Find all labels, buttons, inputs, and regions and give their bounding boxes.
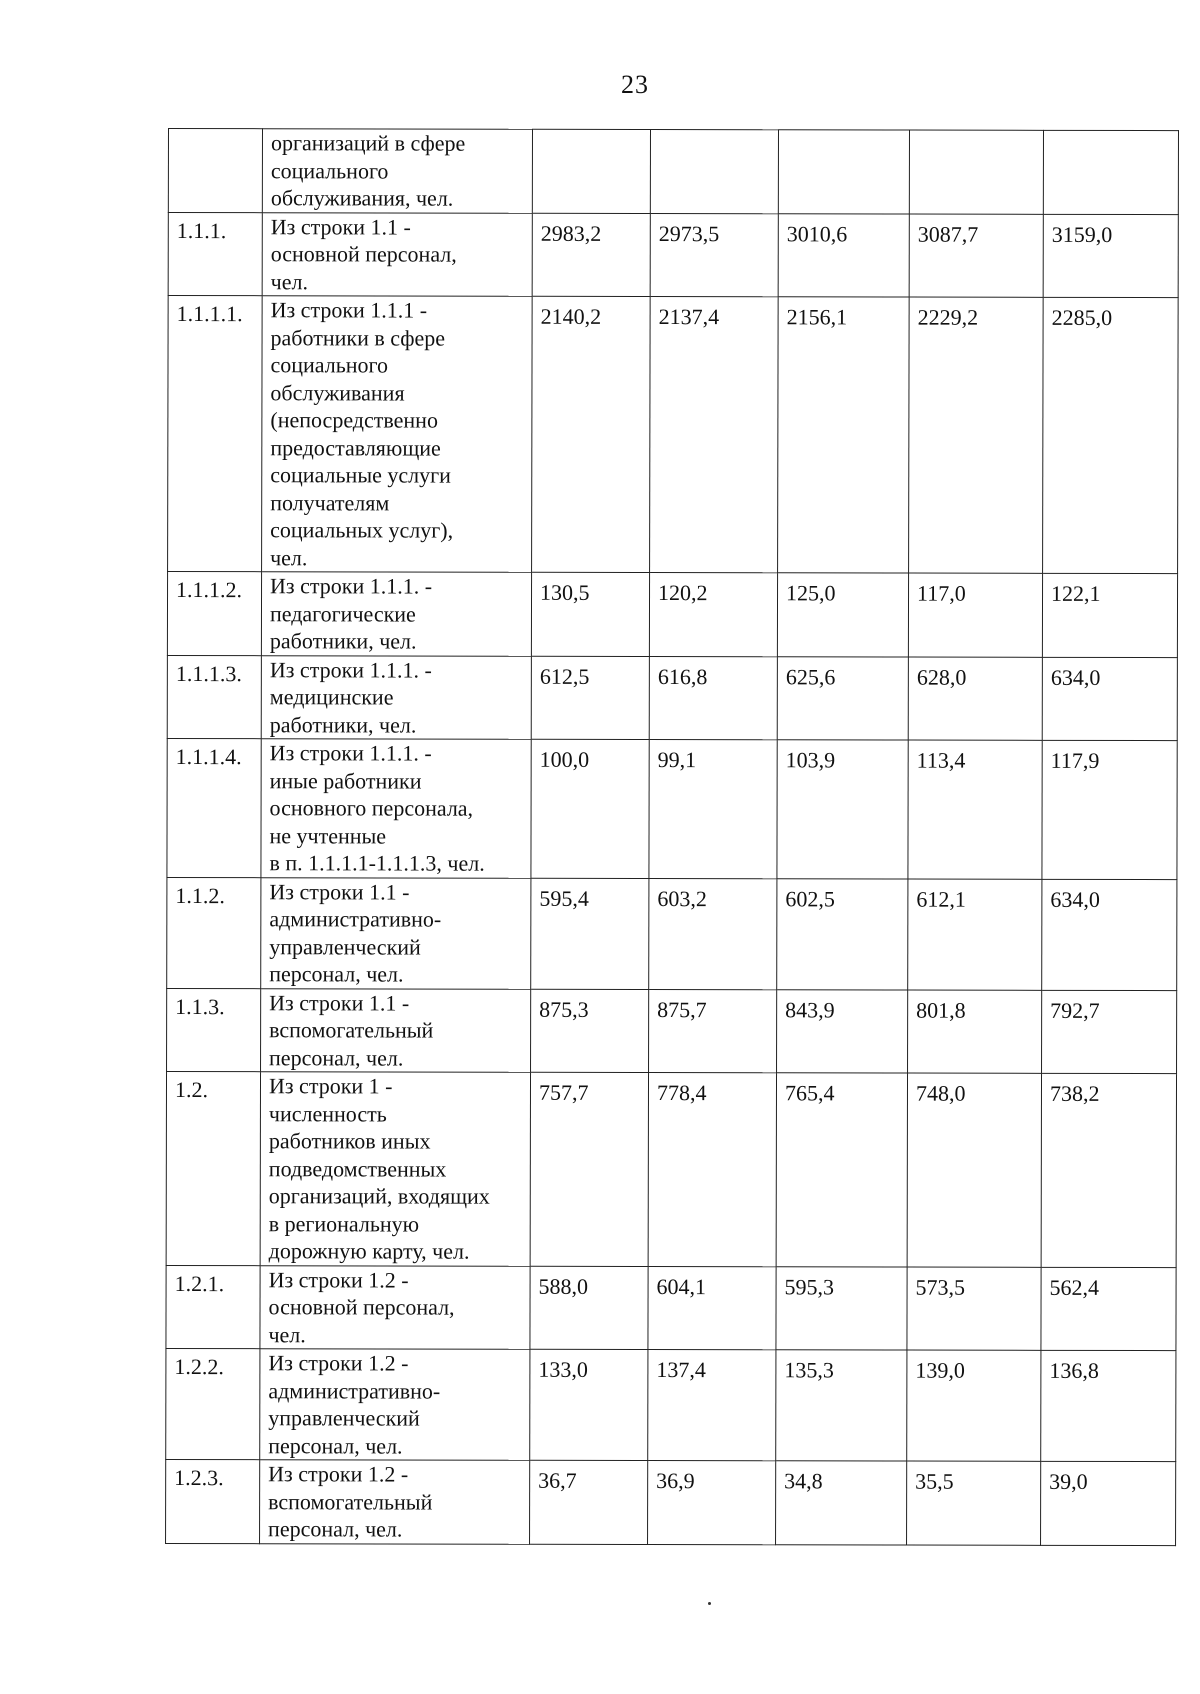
row-code-cell: 1.1.1.4. [167, 738, 261, 877]
value-cell-1: 595,4 [531, 878, 649, 989]
value-cell-2: 36,9 [648, 1461, 776, 1545]
value-cell-3: 765,4 [776, 1073, 907, 1267]
table-row [167, 572, 1177, 658]
row-code-cell: 1.2. [166, 1071, 260, 1265]
value-cell-2: 99,1 [649, 740, 777, 879]
value-cell-4: 3087,7 [909, 214, 1043, 298]
row-code-cell: 1.2.1. [166, 1265, 260, 1349]
page-number: 23 [621, 70, 649, 99]
table-row [168, 296, 1179, 574]
value-cell-4: 113,4 [908, 740, 1042, 879]
table-row [166, 1265, 1176, 1351]
value-cell-1: 133,0 [530, 1349, 648, 1460]
row-code-cell: 1.1.1.2. [167, 572, 261, 656]
row-description-cell: организаций в сфере социального обслуживания, чел. [262, 129, 532, 213]
row-description-cell: Из строки 1.2 - вспомогательный персонал, чел. [260, 1460, 530, 1544]
value-cell-4: 748,0 [907, 1073, 1041, 1267]
table-row [168, 212, 1178, 298]
value-cell-1: 875,3 [531, 989, 649, 1073]
value-cell-3: 103,9 [777, 740, 908, 879]
row-code-cell [168, 129, 262, 213]
value-cell-3: 2156,1 [778, 297, 910, 573]
row-code-cell: 1.1.3. [167, 988, 261, 1072]
value-cell-4 [909, 130, 1043, 214]
row-code-cell: 1.1.2. [167, 877, 261, 988]
value-cell-2: 2137,4 [650, 297, 779, 573]
value-cell-1: 588,0 [530, 1266, 648, 1350]
value-cell-2: 2973,5 [650, 213, 778, 297]
row-description-cell: Из строки 1.2 - административно- управленческий персонал, чел. [260, 1349, 530, 1461]
value-cell-5: 39,0 [1041, 1461, 1176, 1545]
value-cell-4: 2229,2 [909, 297, 1044, 573]
value-cell-3: 625,6 [777, 656, 908, 740]
table-row [167, 877, 1177, 990]
value-cell-5: 792,7 [1042, 990, 1177, 1074]
value-cell-3: 3010,6 [778, 213, 909, 297]
value-cell-5: 634,0 [1042, 657, 1177, 741]
value-cell-3: 843,9 [777, 989, 908, 1073]
value-cell-4: 35,5 [907, 1461, 1041, 1545]
value-cell-1: 36,7 [530, 1460, 648, 1544]
value-cell-5 [1043, 130, 1178, 214]
scan-speck [708, 1602, 711, 1605]
value-cell-5: 117,9 [1042, 740, 1177, 879]
row-description-cell: Из строки 1.1.1. - медицинские работники, чел. [261, 655, 531, 739]
value-cell-1: 100,0 [531, 739, 649, 878]
value-cell-1: 612,5 [531, 656, 649, 740]
table-row [168, 129, 1178, 215]
value-cell-1: 130,5 [531, 572, 649, 656]
row-code-cell: 1.1.1. [168, 212, 262, 296]
value-cell-3: 595,3 [776, 1266, 907, 1350]
value-cell-2: 604,1 [648, 1266, 776, 1350]
row-code-cell: 1.1.1.1. [168, 296, 263, 572]
value-cell-5: 562,4 [1041, 1267, 1176, 1351]
row-description-cell: Из строки 1.1.1. - иные работники основного персонала, не учтенные в п. 1.1.1.1-1.1.1.3, чел. [261, 739, 531, 878]
row-description-cell: Из строки 1.1.1 - работники в сфере социального обслуживания (непосредственно предоставляющие социальные услуги получателям социальных услуг), чел. [262, 296, 533, 573]
table-row [166, 1459, 1176, 1545]
value-cell-2: 603,2 [649, 878, 777, 989]
value-cell-4: 573,5 [907, 1267, 1041, 1351]
row-description-cell: Из строки 1.1 - административно- управленческий персонал, чел. [261, 877, 531, 989]
value-cell-2: 137,4 [648, 1350, 776, 1461]
value-cell-1: 2983,2 [532, 213, 650, 297]
row-description-cell: Из строки 1.1.1. - педагогические работники, чел. [261, 572, 531, 656]
value-cell-5: 136,8 [1041, 1350, 1176, 1461]
table-row [166, 1348, 1176, 1461]
row-description-cell: Из строки 1.1 - основной персонал, чел. [262, 212, 532, 296]
row-code-cell: 1.2.3. [166, 1459, 260, 1543]
row-description-cell: Из строки 1 - численность работников иных подведомственных организаций, входящих в региональную дорожную карту, чел. [260, 1072, 530, 1266]
value-cell-3: 125,0 [777, 573, 908, 657]
value-cell-2: 616,8 [649, 656, 777, 740]
value-cell-5: 3159,0 [1043, 214, 1178, 298]
value-cell-3 [778, 130, 909, 214]
value-cell-4: 628,0 [908, 657, 1042, 741]
row-code-cell: 1.2.2. [166, 1348, 260, 1459]
row-description-cell: Из строки 1.1 - вспомогательный персонал, чел. [261, 988, 531, 1072]
value-cell-2: 778,4 [648, 1073, 776, 1267]
table-body [166, 129, 1179, 1546]
table-row [167, 738, 1177, 879]
row-code-cell: 1.1.1.3. [167, 655, 261, 739]
table-row [167, 655, 1177, 741]
value-cell-4: 139,0 [907, 1350, 1041, 1461]
value-cell-3: 135,3 [776, 1350, 907, 1461]
value-cell-1: 757,7 [530, 1072, 648, 1266]
value-cell-1 [532, 129, 650, 213]
table-row [167, 988, 1177, 1074]
row-description-cell: Из строки 1.2 - основной персонал, чел. [260, 1265, 530, 1349]
value-cell-5: 122,1 [1042, 573, 1177, 657]
value-cell-4: 801,8 [908, 990, 1042, 1074]
value-cell-1: 2140,2 [532, 296, 651, 572]
value-cell-3: 34,8 [776, 1461, 907, 1545]
staffing-table [165, 128, 1179, 1546]
value-cell-5: 2285,0 [1043, 297, 1179, 573]
value-cell-4: 117,0 [908, 573, 1042, 657]
value-cell-2 [650, 130, 778, 214]
table-row [166, 1071, 1176, 1267]
value-cell-2: 875,7 [649, 989, 777, 1073]
value-cell-3: 602,5 [777, 878, 908, 989]
value-cell-5: 634,0 [1042, 879, 1177, 990]
value-cell-5: 738,2 [1041, 1073, 1176, 1267]
value-cell-2: 120,2 [649, 573, 777, 657]
value-cell-4: 612,1 [908, 879, 1042, 990]
